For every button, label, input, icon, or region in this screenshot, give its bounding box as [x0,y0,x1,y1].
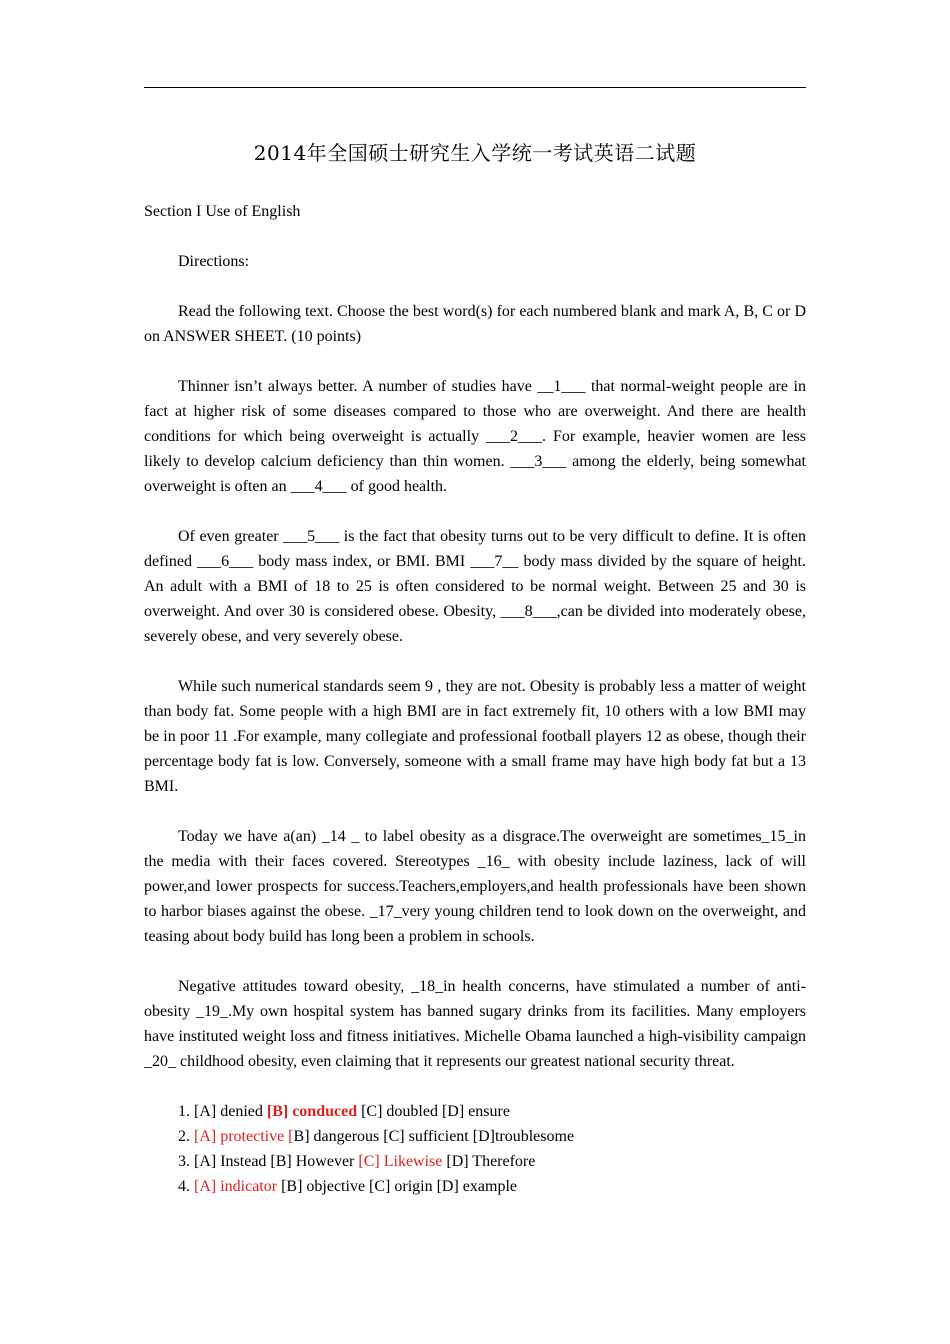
answer-options [144,1099,806,1199]
header-rule [144,87,806,88]
option-1-post: [C] doubled [D] ensure [357,1103,510,1120]
passage-paragraph-1: Thinner isn’t always better. A number of studies have __1___ that normal-weight people are in fact at higher risk of some diseases compared to those who are overweight. And there are health conditions for which being overweight is actually ___2___. For example, heavier women are less likely to develop calcium deficiency than thin women. ___3___ among the elderly, being somewhat overweight is often an ___4___ of good health. [144,378,806,495]
passage-paragraph-5: Negative attitudes toward obesity, _18_in health concerns, have stimulated a number of anti-obesity _19_.My own hospital system has banned sugary drinks from its facilities. Many employers have instituted weight loss and fitness initiatives. Michelle Obama launched a high-visibility campaign _20_ childhood obesity, even claiming that it represents our greatest national security threat. [144,978,806,1070]
option-1-answer: [B] conduced [266,1103,358,1120]
option-4-answer: [A] indicator [194,1178,278,1195]
option-1-pre: 1. [A] denied [178,1103,267,1120]
option-2-post: B] dangerous [C] sufficient [D]troublesome [293,1128,575,1145]
option-4-pre: 4. [178,1178,194,1195]
page-title: 2014年全国硕士研究生入学统一考试英语二试题 [253,141,697,165]
passage-paragraph-4: Today we have a(an) _14 _ to label obesity as a disgrace.The overweight are sometimes_15_in the media with their faces covered. Stereotypes _16_ with obesity include laziness, lack of will power,and lower prospects for success.Teachers,employers,and health professionals have been shown to harbor biases against the obese. _17_very young children tend to look down on the overweight, and teasing about body build has long been a problem in schools. [144,828,806,945]
option-line-1 [178,1099,806,1124]
document-body [144,199,806,1199]
option-2-pre: 2. [178,1128,194,1145]
option-3-pre: 3. [A] Instead [B] However [178,1153,359,1170]
option-line-4 [178,1174,806,1199]
option-4-post: [B] objective [C] origin [D] example [277,1178,517,1195]
passage-paragraph-2: Of even greater ___5___ is the fact that obesity turns out to be very difficult to define. It is often defined ___6___ body mass index, or BMI. BMI ___7__ body mass divided by the square of height. An adult with a BMI of 18 to 25 is often considered to be normal weight. Between 25 and 30 is overweight. And over 30 is considered obese. Obesity, ___8___,can be divided into moderately obese, severely obese, and very severely obese. [144,528,806,645]
option-line-2 [178,1124,806,1149]
option-2-answer: [A] protective [ [194,1128,294,1145]
directions-text: Read the following text. Choose the best word(s) for each numbered blank and mark A, B, C or D on ANSWER SHEET. (10 points) [144,303,806,345]
option-3-answer: [C] Likewise [358,1153,443,1170]
option-3-post: [D] Therefore [442,1153,536,1170]
section-heading: Section I Use of English [144,203,301,220]
directions-label: Directions: [178,253,250,270]
passage-paragraph-3: While such numerical standards seem 9 , they are not. Obesity is probably less a matter of weight than body fat. Some people with a high BMI are in fact extremely fit, 10 others with a low BMI may be in poor 11 .For example, many collegiate and professional football players 12 as obese, though their percentage body fat is low. Conversely, someone with a small frame may have high body fat but a 13 BMI. [144,678,806,795]
option-line-3 [178,1149,806,1174]
